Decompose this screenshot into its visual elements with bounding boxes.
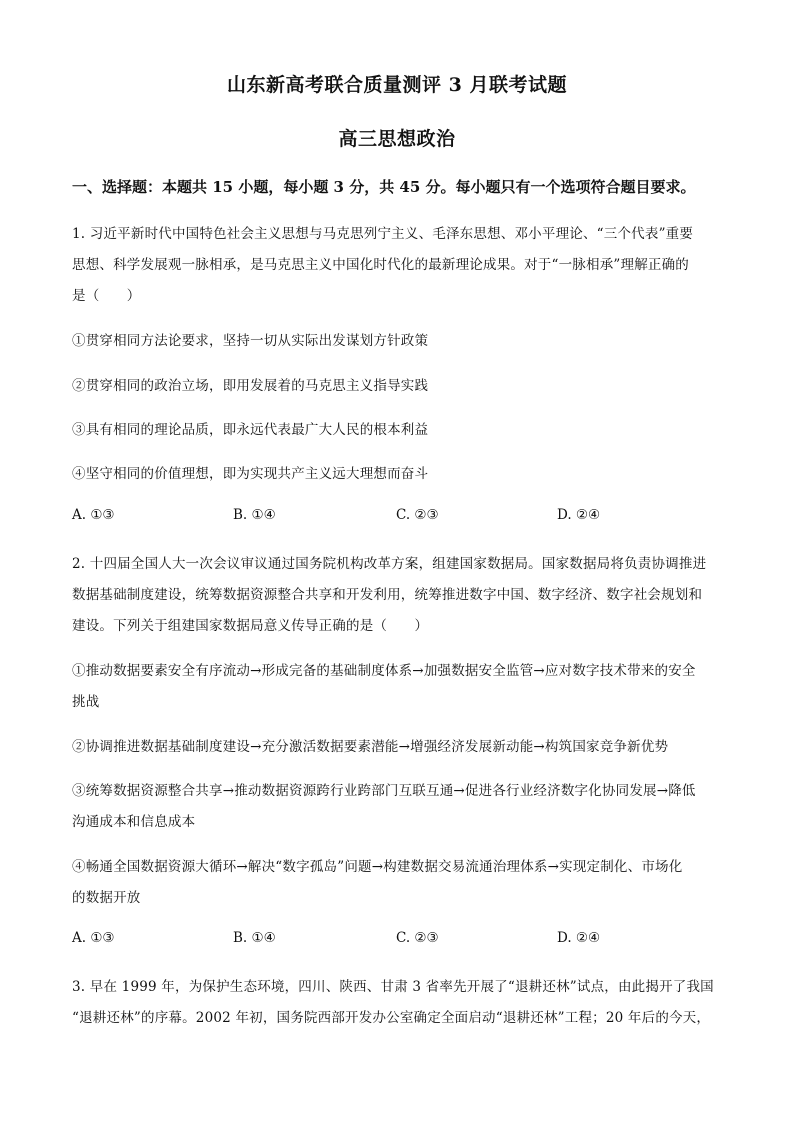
q2-option-c: C. ②③ (396, 930, 439, 946)
q1-statement: ③具有相同的理论品质，即永远代表最广大人民的根本利益 (72, 422, 429, 438)
q1-stem-line: 1. 习近平新时代中国特色社会主义思想与马克思列宁主义、毛泽东思想、邓小平理论、“三个代表”重要 (72, 226, 694, 242)
q2-option-d: D. ②④ (557, 930, 601, 946)
q3-stem-line: “退耕还林”的序幕。2002 年初，国务院西部开发办公室确定全面启动“退耕还林”工程；20 年后的今天， (72, 1010, 711, 1026)
q2-stem-line: 2. 十四届全国人大一次会议审议通过国务院机构改革方案，组建国家数据局。国家数据局将负责协调推进 (72, 556, 707, 572)
q2-option-b: B. ①④ (233, 930, 276, 946)
q2-statement: 沟通成本和信息成本 (72, 814, 196, 830)
q2-statement: ①推动数据要素安全有序流动→形成完备的基础制度体系→加强数据安全监管→应对数字技术带来的安全 (72, 663, 696, 679)
q3-stem-line: 3. 早在 1999 年，为保护生态环境，四川、陕西、甘肃 3 省率先开展了“退耕还林”试点，由此揭开了我国 (72, 979, 714, 995)
q1-stem-line: 思想、科学发展观一脉相承，是马克思主义中国化时代化的最新理论成果。对于“一脉相承”理解正确的 (72, 257, 690, 273)
q2-stem-line: 建设。下列关于组建国家数据局意义传导正确的是（ ） (72, 618, 429, 634)
exam-subject: 高三思想政治 (338, 128, 456, 150)
exam-title: 山东新高考联合质量测评 3 月联考试题 (227, 74, 567, 96)
q1-statement: ②贯穿相同的政治立场，即用发展着的马克思主义指导实践 (72, 378, 429, 394)
q1-option-a: A. ①③ (72, 507, 115, 523)
q1-option-b: B. ①④ (233, 507, 276, 523)
section-heading: 一、选择题：本题共 15 小题，每小题 3 分，共 45 分。每小题只有一个选项符合题目要求。 (72, 178, 696, 196)
q2-statement: 挑战 (72, 694, 100, 710)
q1-statement: ④坚守相同的价值理想，即为实现共产主义远大理想而奋斗 (72, 466, 429, 482)
q2-statement: ②协调推进数据基础制度建设→充分激活数据要素潜能→增强经济发展新动能→构筑国家竞争新优势 (72, 739, 669, 755)
q2-statement: ④畅通全国数据资源大循环→解决“数字孤岛”问题→构建数据交易流通治理体系→实现定制化、市场化 (72, 859, 683, 875)
q1-stem-line: 是（ ） (72, 288, 141, 304)
q2-option-a: A. ①③ (72, 930, 115, 946)
q1-option-d: D. ②④ (557, 507, 601, 523)
q2-stem-line: 数据基础制度建设，统筹数据资源整合共享和开发利用，统筹推进数字中国、数字经济、数字社会规划和 (72, 587, 703, 603)
q2-statement: ③统筹数据资源整合共享→推动数据资源跨行业跨部门互联互通→促进各行业经济数字化协同发展→降低 (72, 783, 696, 799)
q2-statement: 的数据开放 (72, 890, 141, 906)
q1-statement: ①贯穿相同方法论要求，坚持一切从实际出发谋划方针政策 (72, 333, 429, 349)
q1-option-c: C. ②③ (396, 507, 439, 523)
